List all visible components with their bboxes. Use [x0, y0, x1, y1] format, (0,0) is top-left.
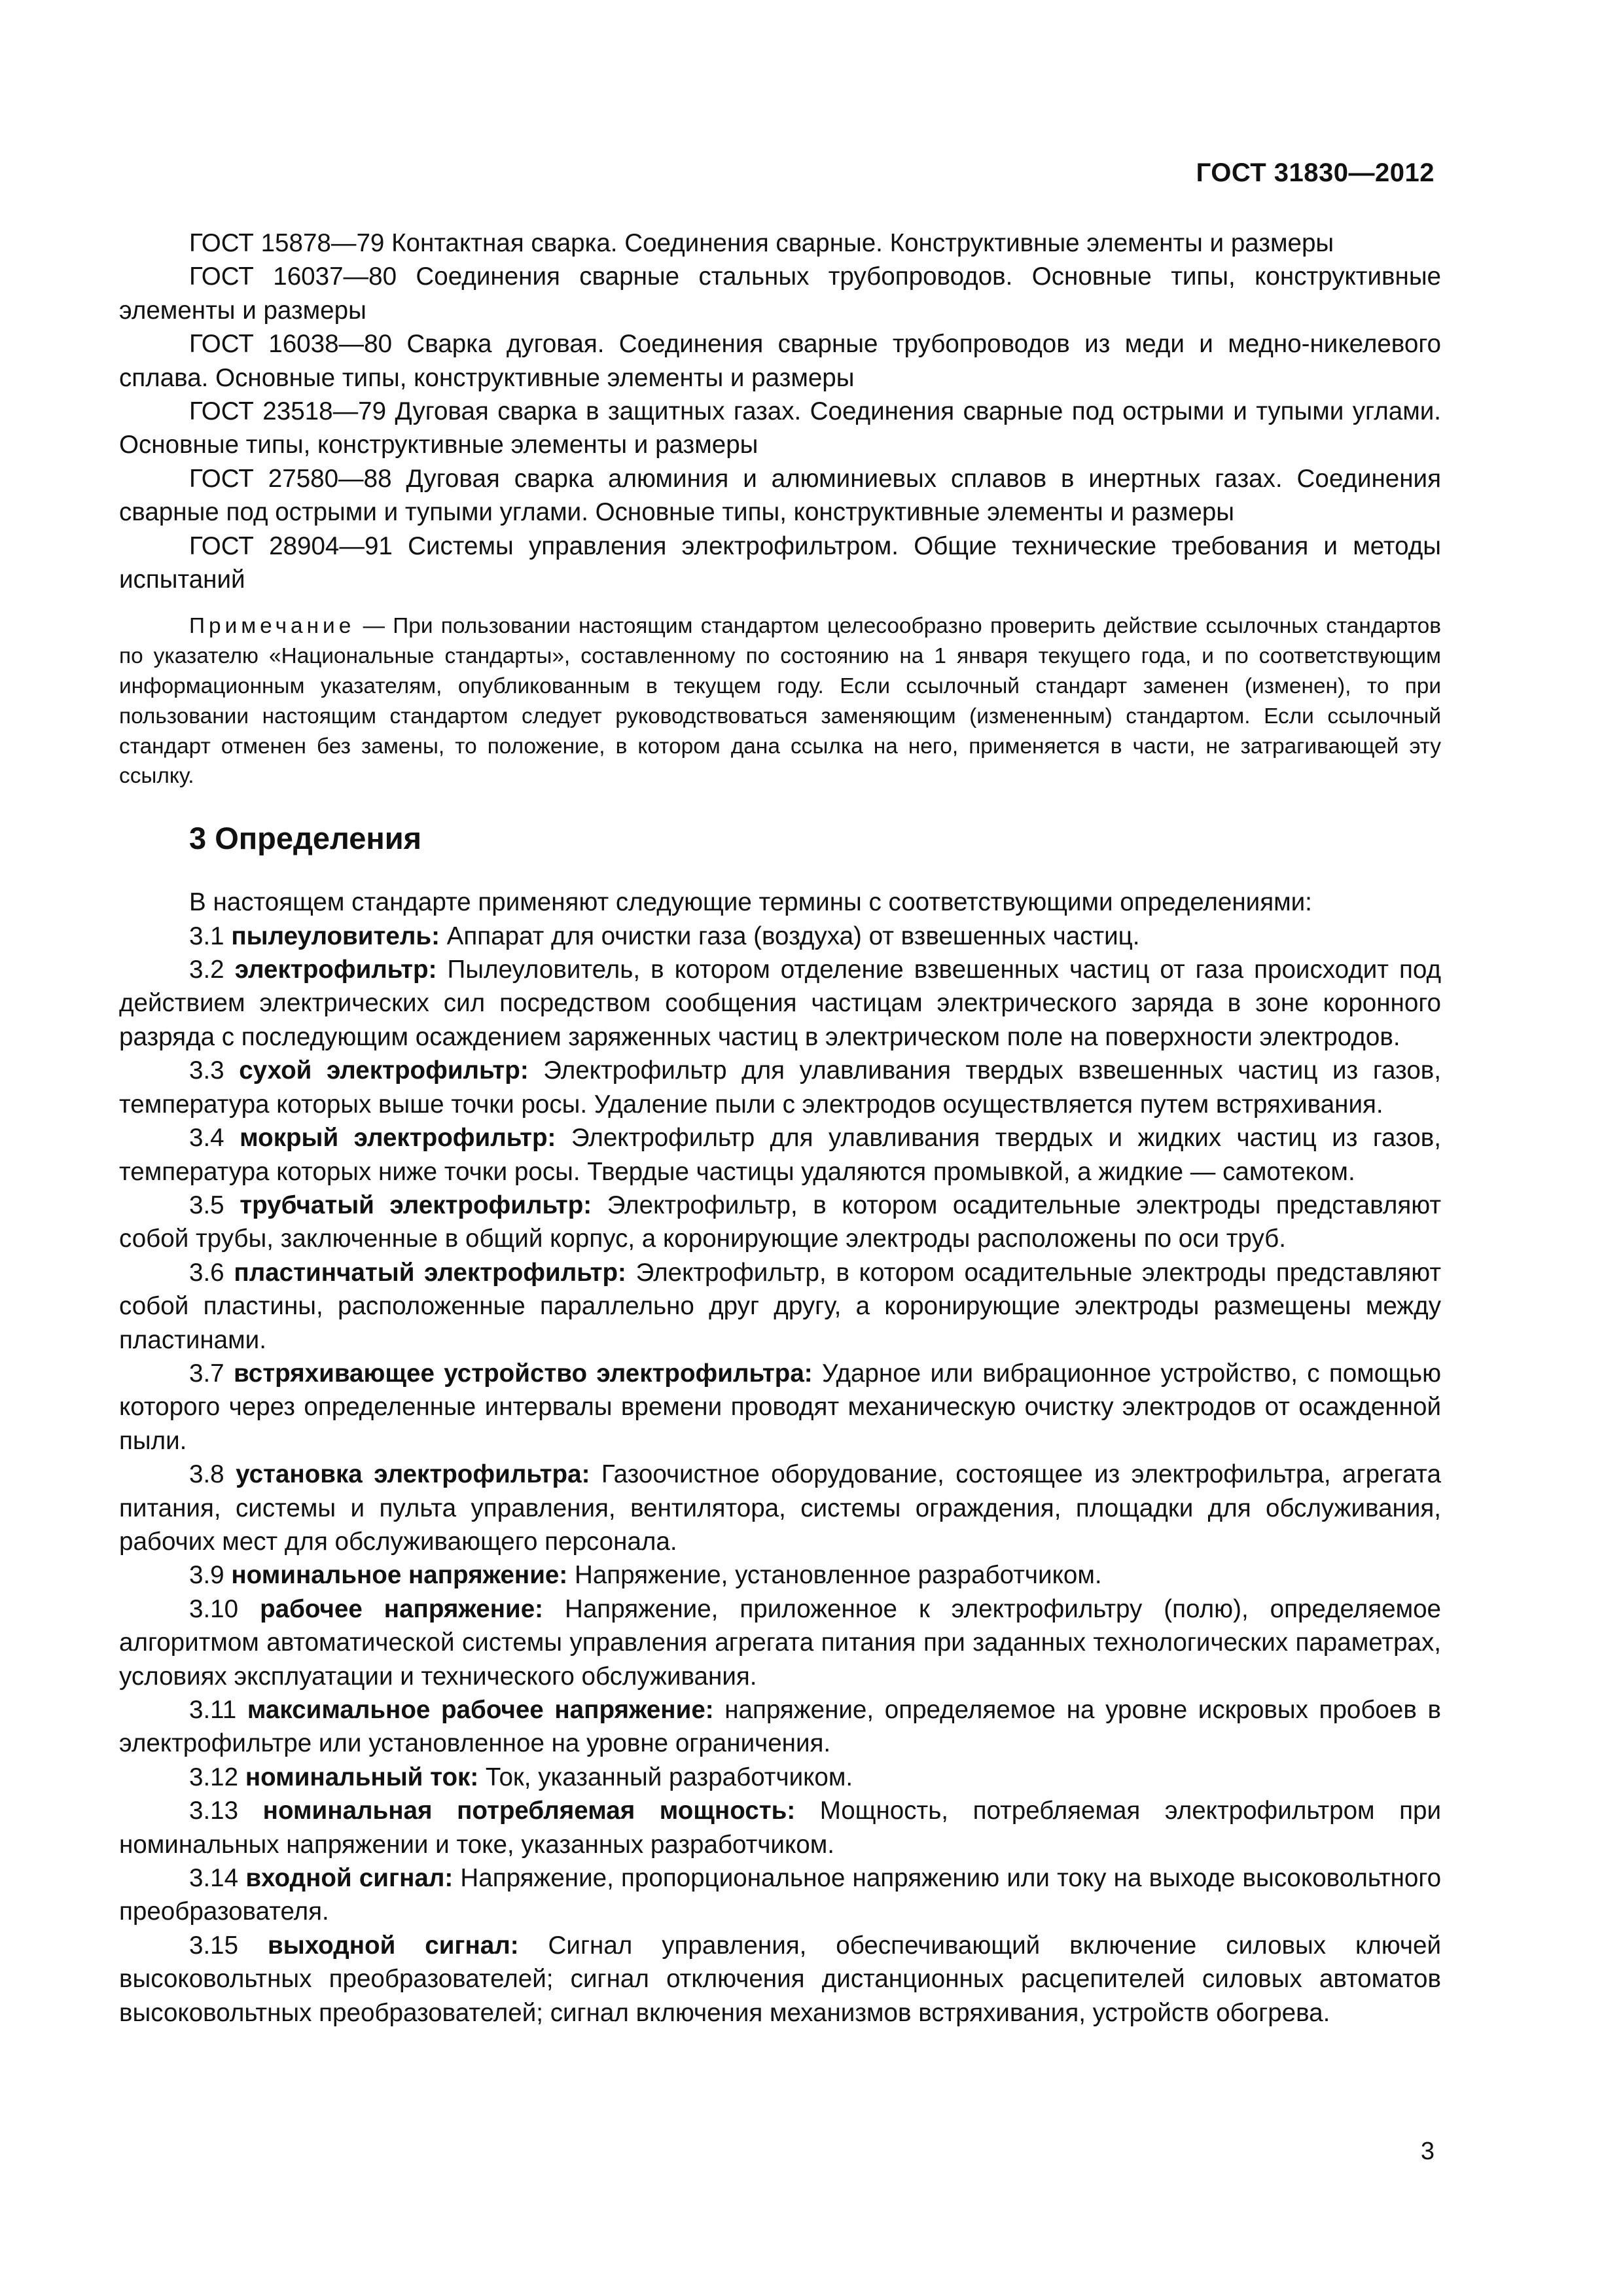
note-lead: Примечание — [189, 614, 355, 639]
definition-item — [119, 953, 1441, 1054]
definition-item — [119, 1592, 1441, 1693]
definition-text: Ударное или вибрационное устройство, с помощью которого через определенные интервалы времени проводят механическую очистку электродов от осажденной пыли. — [119, 1359, 1441, 1455]
definition-number: 3.7 — [189, 1359, 224, 1388]
definition-item — [119, 1861, 1441, 1929]
definition-number: 3.8 — [189, 1460, 224, 1489]
page-number: 3 — [1420, 2138, 1435, 2165]
definition-text: Напряжение, приложенное к электрофильтру (полю), определяемое алгоритмом автоматической системы управления агрегата питания при заданных технологических параметрах, условиях эксплуатации и технического обслуживания. — [119, 1594, 1442, 1691]
reference-item: ГОСТ 16038—80 Сварка дуговая. Соединения сварные трубопроводов из меди и медно-никелевого сплава. Основные типы, конструктивные элементы и размеры — [119, 330, 1441, 392]
definition-text: Электрофильтр для улавливания твердых взвешенных частиц из газов, температура которых выше точки росы. Удаление пыли с электродов осуществляется путем встряхивания. — [119, 1056, 1441, 1119]
definition-text: Электрофильтр, в котором осадительные электроды представляют собой трубы, заключенные в общий корпус, а коронирующие электроды расположены по оси труб. — [119, 1191, 1442, 1253]
definition-number: 3.5 — [189, 1191, 224, 1219]
definition-item — [119, 1794, 1441, 1861]
definition-term: встряхивающее устройство электрофильтра: — [234, 1359, 813, 1388]
definition-item — [119, 1929, 1441, 2030]
definition-term: входной сигнал: — [245, 1864, 454, 1893]
reference-item: ГОСТ 23518—79 Дуговая сварка в защитных газах. Соединения сварные под острыми и тупыми углами. Основные типы, конструктивные элементы и размеры — [119, 397, 1441, 459]
definition-text: Сигнал управления, обеспечивающий включение силовых ключей высоковольтных преобразователей; сигнал отключения дистанционных расцепителей силовых автоматов высоковольтных преобразователей; сигнал включения механизмов встряхивания, устройств обогрева. — [119, 1931, 1441, 2027]
definition-text: Аппарат для очистки газа (воздуха) от взвешенных частиц. — [439, 922, 1140, 950]
definition-item — [119, 1693, 1441, 1761]
definition-item — [119, 1054, 1441, 1121]
references-list — [119, 226, 1441, 596]
definition-text: Электрофильтр для улавливания твердых и жидких частиц из газов, температура которых ниже точки росы. Твердые частицы удаляются промывкой, а жидкие — самотеком. — [119, 1124, 1441, 1186]
definitions-list — [119, 886, 1441, 2030]
definition-term: номинальное напряжение: — [231, 1561, 568, 1590]
definition-item — [119, 1256, 1441, 1357]
definition-term: трубчатый электрофильтр: — [240, 1191, 592, 1219]
definition-term: пластинчатый электрофильтр: — [234, 1258, 626, 1287]
definition-text: Газоочистное оборудование, состоящее из электрофильтра, агрегата питания, системы и пульта управления, вентилятора, системы ограждения, площадки для обслуживания, рабочих мест для обслуживающего персонала. — [119, 1460, 1441, 1556]
definition-item — [119, 1558, 1441, 1592]
reference-item: ГОСТ 15878—79 Контактная сварка. Соединения сварные. Конструктивные элементы и размеры — [189, 229, 1334, 257]
intro-paragraph: В настоящем стандарте применяют следующие термины с соответствующими определениями: — [189, 888, 1312, 917]
definition-text: Ток, указанный разработчиком. — [478, 1763, 853, 1791]
definition-number: 3.15 — [189, 1931, 239, 1960]
definition-item — [119, 1121, 1441, 1189]
page-content — [119, 226, 1441, 2030]
definition-number: 3.2 — [189, 956, 224, 984]
reference-item: ГОСТ 28904—91 Системы управления электрофильтром. Общие технические требования и методы испытаний — [119, 531, 1441, 594]
definition-number: 3.12 — [189, 1763, 239, 1791]
definition-term: максимальное рабочее напряжение: — [247, 1696, 714, 1724]
definition-item — [119, 1458, 1441, 1558]
reference-item: ГОСТ 16037—80 Соединения сварные стальных трубопроводов. Основные типы, конструктивные элементы и размеры — [119, 262, 1441, 325]
definition-number: 3.14 — [189, 1864, 239, 1893]
definition-text: Напряжение, пропорциональное напряжению или току на выходе высоковольтного преобразователя. — [119, 1864, 1442, 1926]
definition-term: сухой электрофильтр: — [239, 1056, 529, 1085]
definition-term: номинальный ток: — [245, 1763, 479, 1791]
definition-term: номинальная потребляемая мощность: — [262, 1797, 796, 1825]
definition-number: 3.6 — [189, 1258, 224, 1287]
reference-item: ГОСТ 27580—88 Дуговая сварка алюминия и алюминиевых сплавов в инертных газах. Соединения сварные под острыми и тупыми углами. Основные типы, конструктивные элементы и размеры — [119, 464, 1441, 527]
definition-term: рабочее напряжение: — [260, 1594, 544, 1623]
definition-item — [119, 920, 1441, 953]
note-paragraph — [119, 611, 1441, 791]
definition-number: 3.1 — [189, 922, 224, 950]
definition-item — [119, 1357, 1441, 1458]
definition-term: установка электрофильтра: — [236, 1460, 590, 1489]
definition-term: пылеуловитель: — [231, 922, 440, 950]
note-block — [119, 611, 1441, 791]
definition-item — [119, 1761, 1441, 1794]
definition-text: Напряжение, установленное разработчиком. — [567, 1561, 1102, 1590]
definition-number: 3.11 — [189, 1696, 237, 1724]
section-heading: 3 Определения — [189, 821, 422, 856]
definition-text: Электрофильтр, в котором осадительные электроды представляют собой пластины, расположенные параллельно друг другу, а коронирующие электроды размещены между пластинами. — [119, 1258, 1442, 1354]
document-header: ГОСТ 31830—2012 — [1196, 158, 1435, 187]
definition-item — [119, 1189, 1441, 1256]
definition-number: 3.9 — [189, 1561, 224, 1590]
definition-text: Мощность, потребляемая электрофильтром при номинальных напряжении и токе, указанных разработчиком. — [119, 1797, 1441, 1859]
definition-text: Пылеуловитель, в котором отделение взвешенных частиц от газа происходит под действием электрических сил посредством сообщения частицам электрического заряда в зоне коронного разряда с последующим осаждением заряженных частиц в электрическом поле на поверхности электродов. — [119, 956, 1442, 1051]
note-text: — При пользовании настоящим стандартом целесообразно проверить действие ссылочных стандартов по указателю «Национальные стандарты», составленному по состоянию на 1 января текущего года, и по соответствующим информационным указателям, опубликованным в текущем году. Если ссылочный стандарт заменен (изменен), то при пользовании настоящим стандартом следует руководствоваться заменяющим (измененным) стандартом. Если ссылочный стандарт отменен без замены, то положение, в котором дана ссылка на него, применяется в части, не затрагивающей эту ссылку. — [119, 614, 1441, 789]
definition-number: 3.3 — [189, 1056, 224, 1085]
definition-number: 3.4 — [189, 1124, 224, 1153]
definition-text: напряжение, определяемое на уровне искровых пробоев в электрофильтре или установленное на уровне ограничения. — [119, 1696, 1441, 1758]
definition-term: электрофильтр: — [234, 956, 437, 984]
definition-number: 3.13 — [189, 1797, 239, 1825]
definition-term: мокрый электрофильтр: — [240, 1124, 556, 1153]
definition-term: выходной сигнал: — [268, 1931, 519, 1960]
definition-number: 3.10 — [189, 1594, 239, 1623]
